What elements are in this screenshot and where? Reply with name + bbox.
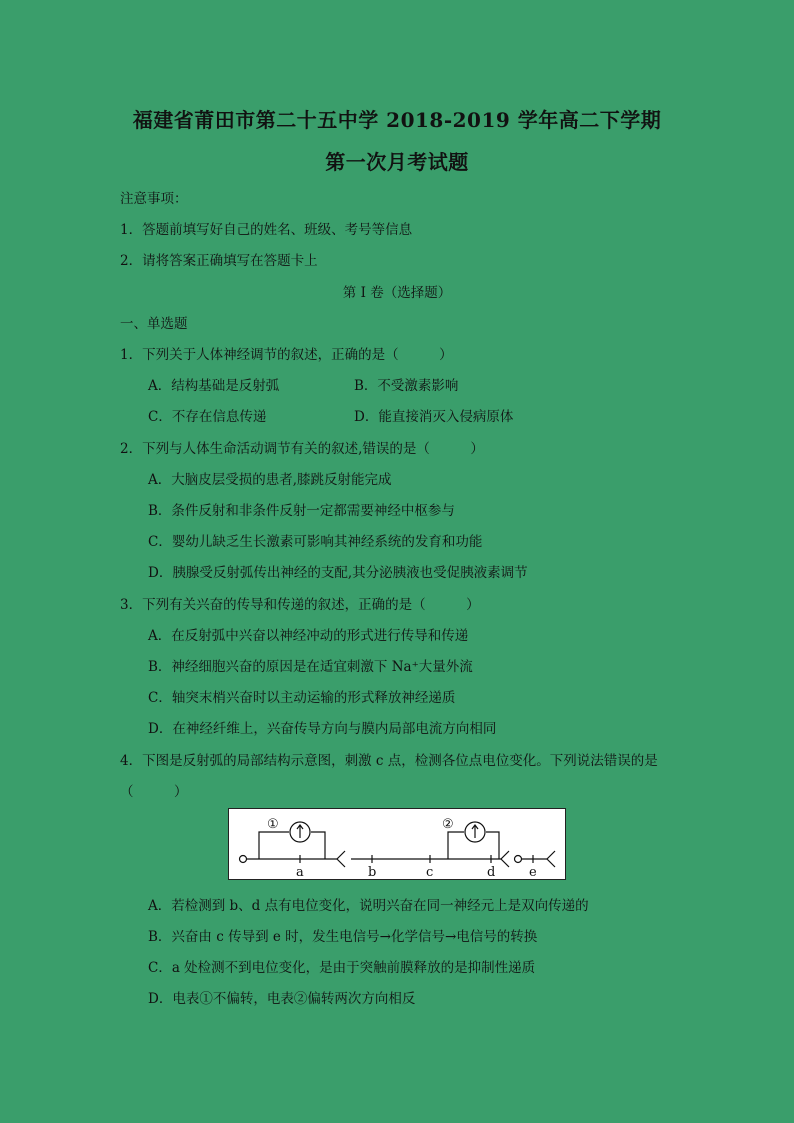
question-3-option-b: B．神经细胞兴奋的原因是在适宜刺激下 Na⁺大量外流 <box>148 659 473 675</box>
question-4-stem-cont: （ ） <box>120 784 188 800</box>
reflex-arc-figure <box>228 808 566 880</box>
point-b-label: b <box>368 865 377 879</box>
meter-1-lead-left <box>259 832 289 859</box>
meter-2-lead-left <box>448 832 464 859</box>
question-3-stem: 3．下列有关兴奋的传导和传递的叙述，正确的是（ ） <box>120 597 480 613</box>
reflex-arc-diagram <box>229 809 565 879</box>
part-heading: 一、单选题 <box>120 316 188 332</box>
synapse-3 <box>547 851 555 867</box>
section-title: 第 I 卷（选择题） <box>342 285 452 301</box>
meter-2-lead-right <box>486 832 499 859</box>
point-c-label: c <box>426 865 434 879</box>
question-2-option-d: D．胰腺受反射弧传出神经的支配,其分泌胰液也受促胰液素调节 <box>148 565 528 581</box>
synapse-2 <box>501 851 509 867</box>
question-2-stem: 2．下列与人体生命活动调节有关的叙述,错误的是（ ） <box>120 441 484 457</box>
notes-heading: 注意事项： <box>120 191 188 207</box>
question-1-option-d: D．能直接消灭入侵病原体 <box>354 409 514 425</box>
question-1-option-b: B．不受激素影响 <box>354 378 459 394</box>
synapse-1 <box>337 851 345 867</box>
meter-1-lead-right <box>311 832 325 859</box>
question-4-stem: 4．下图是反射弧的局部结构示意图，刺激 c 点，检测各位点电位变化。下列说法错误的是 <box>120 753 658 769</box>
meter-1-label: ① <box>267 817 279 832</box>
neuron-1-soma <box>240 856 247 863</box>
question-4-option-a: A．若检测到 b、d 点有电位变化，说明兴奋在同一神经元上是双向传递的 <box>148 898 589 914</box>
note-item-1: 1．答题前填写好自己的姓名、班级、考号等信息 <box>120 222 413 238</box>
note-item-2: 2．请将答案正确填写在答题卡上 <box>120 253 318 269</box>
question-1-stem: 1．下列关于人体神经调节的叙述，正确的是（ ） <box>120 347 453 363</box>
neuron-3-soma <box>515 856 522 863</box>
point-a-label: a <box>296 865 304 879</box>
question-2-option-c: C．婴幼儿缺乏生长激素可影响其神经系统的发育和功能 <box>148 534 483 550</box>
question-2-option-b: B．条件反射和非条件反射一定都需要神经中枢参与 <box>148 503 455 519</box>
point-e-label: e <box>529 865 537 879</box>
question-1-option-a: A．结构基础是反射弧 <box>148 378 280 394</box>
question-2-option-a: A．大脑皮层受损的患者,膝跳反射能完成 <box>148 472 392 488</box>
title-line-1: 福建省莆田市第二十五中学 2018-2019 学年高二下学期 <box>132 108 662 132</box>
question-4-option-c: C．a 处检测不到电位变化，是由于突触前膜释放的是抑制性递质 <box>148 960 536 976</box>
question-4-option-b: B．兴奋由 c 传导到 e 时，发生电信号→化学信号→电信号的转换 <box>148 929 538 945</box>
title-line-2: 第一次月考试题 <box>325 150 469 174</box>
question-3-option-a: A．在反射弧中兴奋以神经冲动的形式进行传导和传递 <box>148 628 469 644</box>
question-4-option-d: D．电表①不偏转，电表②偏转两次方向相反 <box>148 991 416 1007</box>
point-d-label: d <box>487 865 496 879</box>
meter-2-label: ② <box>442 817 454 832</box>
question-1-option-c: C．不存在信息传递 <box>148 409 267 425</box>
question-3-option-d: D．在神经纤维上，兴奋传导方向与膜内局部电流方向相同 <box>148 721 497 737</box>
question-3-option-c: C．轴突末梢兴奋时以主动运输的形式释放神经递质 <box>148 690 456 706</box>
